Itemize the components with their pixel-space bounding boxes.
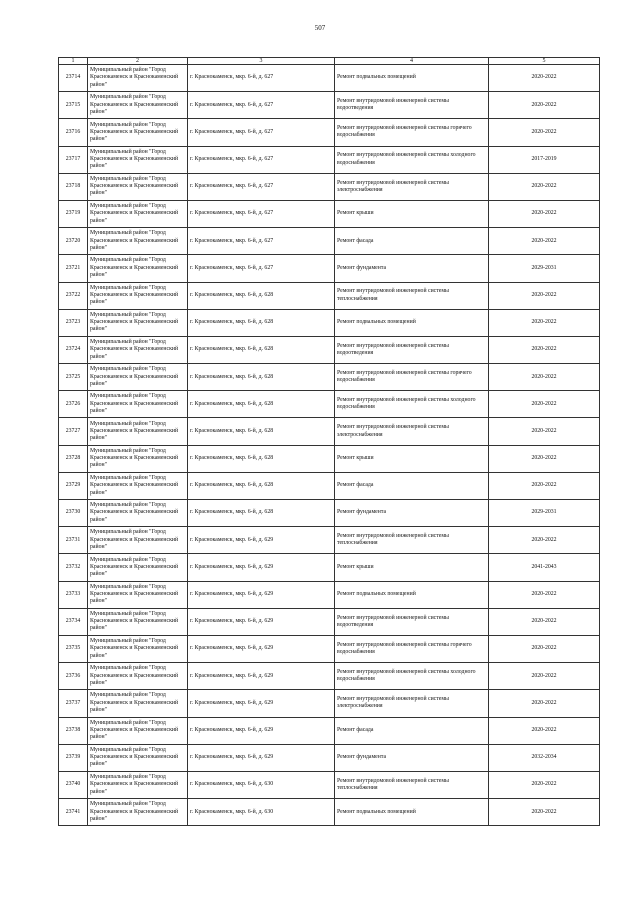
address-cell: г. Краснокаменск, мкр. 6-й, д. 629	[188, 554, 335, 581]
work-type-cell: Ремонт внутридомовой инженерной системы холодного водоснабжения	[335, 663, 489, 690]
address-cell: г. Краснокаменск, мкр. 6-й, д. 628	[188, 391, 335, 418]
municipality-cell: Муниципальный район "Город Краснокаменск и Краснокаменский район"	[88, 65, 188, 92]
period-cell: 2020-2022	[489, 527, 600, 554]
page-number: 507	[314, 24, 326, 32]
table-row	[59, 799, 600, 826]
address-cell: г. Краснокаменск, мкр. 6-й, д. 628	[188, 336, 335, 363]
work-type-cell: Ремонт подвальных помещений	[335, 65, 489, 92]
period-cell: 2020-2022	[489, 445, 600, 472]
row-number-cell: 23729	[59, 472, 88, 499]
address-cell: г. Краснокаменск, мкр. 6-й, д. 629	[188, 635, 335, 662]
municipality-cell: Муниципальный район "Город Краснокаменск и Краснокаменский район"	[88, 309, 188, 336]
municipality-cell: Муниципальный район "Город Краснокаменск и Краснокаменский район"	[88, 717, 188, 744]
municipality-cell: Муниципальный район "Город Краснокаменск и Краснокаменский район"	[88, 445, 188, 472]
municipality-cell: Муниципальный район "Город Краснокаменск и Краснокаменский район"	[88, 119, 188, 146]
period-cell: 2029-2031	[489, 500, 600, 527]
period-cell: 2020-2022	[489, 717, 600, 744]
row-number-cell: 23716	[59, 119, 88, 146]
municipality-cell: Муниципальный район "Город Краснокаменск и Краснокаменский район"	[88, 500, 188, 527]
address-cell: г. Краснокаменск, мкр. 6-й, д. 629	[188, 744, 335, 771]
work-type-cell: Ремонт внутридомовой инженерной системы холодного водоснабжения	[335, 146, 489, 173]
address-cell: г. Краснокаменск, мкр. 6-й, д. 629	[188, 717, 335, 744]
row-number-cell: 23722	[59, 282, 88, 309]
municipality-cell: Муниципальный район "Город Краснокаменск и Краснокаменский район"	[88, 92, 188, 119]
row-number-cell: 23717	[59, 146, 88, 173]
municipality-cell: Муниципальный район "Город Краснокаменск и Краснокаменский район"	[88, 391, 188, 418]
row-number-cell: 23728	[59, 445, 88, 472]
table-row	[59, 364, 600, 391]
municipality-cell: Муниципальный район "Город Краснокаменск и Краснокаменский район"	[88, 527, 188, 554]
address-cell: г. Краснокаменск, мкр. 6-й, д. 628	[188, 282, 335, 309]
municipality-cell: Муниципальный район "Город Краснокаменск и Краснокаменский район"	[88, 635, 188, 662]
municipality-cell: Муниципальный район "Город Краснокаменск и Краснокаменский район"	[88, 336, 188, 363]
municipality-cell: Муниципальный район "Город Краснокаменск и Краснокаменский район"	[88, 771, 188, 798]
period-cell: 2020-2022	[489, 418, 600, 445]
work-type-cell: Ремонт внутридомовой инженерной системы электроснабжения	[335, 690, 489, 717]
municipality-cell: Муниципальный район "Город Краснокаменск и Краснокаменский район"	[88, 472, 188, 499]
period-cell: 2020-2022	[489, 173, 600, 200]
period-cell: 2020-2022	[489, 771, 600, 798]
address-cell: г. Краснокаменск, мкр. 6-й, д. 627	[188, 255, 335, 282]
work-type-cell: Ремонт фасада	[335, 228, 489, 255]
table-row	[59, 173, 600, 200]
period-cell: 2032-2034	[489, 744, 600, 771]
address-cell: г. Краснокаменск, мкр. 6-й, д. 628	[188, 500, 335, 527]
work-type-cell: Ремонт внутридомовой инженерной системы холодного водоснабжения	[335, 391, 489, 418]
column-header: 5	[489, 58, 600, 65]
municipality-cell: Муниципальный район "Город Краснокаменск и Краснокаменский район"	[88, 364, 188, 391]
column-number-row	[59, 58, 600, 65]
table-row	[59, 255, 600, 282]
table-row	[59, 391, 600, 418]
work-type-cell: Ремонт внутридомовой инженерной системы горячего водоснабжения	[335, 364, 489, 391]
address-cell: г. Краснокаменск, мкр. 6-й, д. 627	[188, 173, 335, 200]
work-type-cell: Ремонт внутридомовой инженерной системы горячего водоснабжения	[335, 119, 489, 146]
row-number-cell: 23734	[59, 608, 88, 635]
address-cell: г. Краснокаменск, мкр. 6-й, д. 627	[188, 200, 335, 227]
column-header: 1	[59, 58, 88, 65]
row-number-cell: 23739	[59, 744, 88, 771]
period-cell: 2020-2022	[489, 690, 600, 717]
period-cell: 2020-2022	[489, 282, 600, 309]
period-cell: 2020-2022	[489, 635, 600, 662]
table-row	[59, 336, 600, 363]
table-row	[59, 146, 600, 173]
row-number-cell: 23737	[59, 690, 88, 717]
work-type-cell: Ремонт внутридомовой инженерной системы теплоснабжения	[335, 527, 489, 554]
row-number-cell: 23723	[59, 309, 88, 336]
row-number-cell: 23718	[59, 173, 88, 200]
address-cell: г. Краснокаменск, мкр. 6-й, д. 627	[188, 92, 335, 119]
work-type-cell: Ремонт фундамента	[335, 255, 489, 282]
work-type-cell: Ремонт внутридомовой инженерной системы теплоснабжения	[335, 282, 489, 309]
municipality-cell: Муниципальный район "Город Краснокаменск и Краснокаменский район"	[88, 418, 188, 445]
row-number-cell: 23740	[59, 771, 88, 798]
work-type-cell: Ремонт фасада	[335, 717, 489, 744]
table-row	[59, 608, 600, 635]
period-cell: 2029-2031	[489, 255, 600, 282]
work-type-cell: Ремонт подвальных помещений	[335, 799, 489, 826]
row-number-cell: 23730	[59, 500, 88, 527]
work-type-cell: Ремонт внутридомовой инженерной системы водоотведения	[335, 608, 489, 635]
address-cell: г. Краснокаменск, мкр. 6-й, д. 628	[188, 418, 335, 445]
address-cell: г. Краснокаменск, мкр. 6-й, д. 627	[188, 119, 335, 146]
table-row	[59, 500, 600, 527]
work-type-cell: Ремонт подвальных помещений	[335, 581, 489, 608]
table-row	[59, 92, 600, 119]
table-row	[59, 119, 600, 146]
row-number-cell: 23725	[59, 364, 88, 391]
address-cell: г. Краснокаменск, мкр. 6-й, д. 629	[188, 690, 335, 717]
work-type-cell: Ремонт внутридомовой инженерной системы водоотведения	[335, 92, 489, 119]
municipality-cell: Муниципальный район "Город Краснокаменск и Краснокаменский район"	[88, 663, 188, 690]
work-type-cell: Ремонт внутридомовой инженерной системы электроснабжения	[335, 418, 489, 445]
row-number-cell: 23726	[59, 391, 88, 418]
address-cell: г. Краснокаменск, мкр. 6-й, д. 628	[188, 472, 335, 499]
work-type-cell: Ремонт фасада	[335, 472, 489, 499]
period-cell: 2020-2022	[489, 200, 600, 227]
address-cell: г. Краснокаменск, мкр. 6-й, д. 629	[188, 527, 335, 554]
work-type-cell: Ремонт фундамента	[335, 500, 489, 527]
period-cell: 2020-2022	[489, 92, 600, 119]
period-cell: 2020-2022	[489, 663, 600, 690]
table-row	[59, 744, 600, 771]
address-cell: г. Краснокаменск, мкр. 6-й, д. 629	[188, 581, 335, 608]
row-number-cell: 23738	[59, 717, 88, 744]
address-cell: г. Краснокаменск, мкр. 6-й, д. 630	[188, 799, 335, 826]
table-row	[59, 663, 600, 690]
period-cell: 2020-2022	[489, 65, 600, 92]
address-cell: г. Краснокаменск, мкр. 6-й, д. 627	[188, 65, 335, 92]
address-cell: г. Краснокаменск, мкр. 6-й, д. 627	[188, 146, 335, 173]
table-row	[59, 635, 600, 662]
repair-schedule-table	[58, 57, 600, 826]
table-row	[59, 200, 600, 227]
work-type-cell: Ремонт внутридомовой инженерной системы электроснабжения	[335, 173, 489, 200]
table-row	[59, 771, 600, 798]
period-cell: 2041-2043	[489, 554, 600, 581]
municipality-cell: Муниципальный район "Город Краснокаменск и Краснокаменский район"	[88, 200, 188, 227]
table-row	[59, 581, 600, 608]
table-row	[59, 554, 600, 581]
address-cell: г. Краснокаменск, мкр. 6-й, д. 628	[188, 309, 335, 336]
table-body	[59, 65, 600, 826]
work-type-cell: Ремонт фундамента	[335, 744, 489, 771]
table-row	[59, 65, 600, 92]
period-cell: 2020-2022	[489, 309, 600, 336]
municipality-cell: Муниципальный район "Город Краснокаменск и Краснокаменский район"	[88, 282, 188, 309]
work-type-cell: Ремонт подвальных помещений	[335, 309, 489, 336]
work-type-cell: Ремонт крыши	[335, 200, 489, 227]
address-cell: г. Краснокаменск, мкр. 6-й, д. 628	[188, 364, 335, 391]
table-row	[59, 228, 600, 255]
table-row	[59, 717, 600, 744]
address-cell: г. Краснокаменск, мкр. 6-й, д. 629	[188, 608, 335, 635]
row-number-cell: 23732	[59, 554, 88, 581]
municipality-cell: Муниципальный район "Город Краснокаменск и Краснокаменский район"	[88, 173, 188, 200]
table-row	[59, 690, 600, 717]
work-type-cell: Ремонт крыши	[335, 554, 489, 581]
municipality-cell: Муниципальный район "Город Краснокаменск и Краснокаменский район"	[88, 255, 188, 282]
table-row	[59, 445, 600, 472]
work-type-cell: Ремонт внутридомовой инженерной системы горячего водоснабжения	[335, 635, 489, 662]
row-number-cell: 23720	[59, 228, 88, 255]
table-row	[59, 309, 600, 336]
row-number-cell: 23727	[59, 418, 88, 445]
period-cell: 2020-2022	[489, 364, 600, 391]
period-cell: 2020-2022	[489, 472, 600, 499]
municipality-cell: Муниципальный район "Город Краснокаменск и Краснокаменский район"	[88, 146, 188, 173]
address-cell: г. Краснокаменск, мкр. 6-й, д. 627	[188, 228, 335, 255]
table-row	[59, 418, 600, 445]
work-type-cell: Ремонт внутридомовой инженерной системы теплоснабжения	[335, 771, 489, 798]
row-number-cell: 23736	[59, 663, 88, 690]
row-number-cell: 23735	[59, 635, 88, 662]
period-cell: 2020-2022	[489, 391, 600, 418]
row-number-cell: 23733	[59, 581, 88, 608]
table-row	[59, 527, 600, 554]
row-number-cell: 23724	[59, 336, 88, 363]
column-header: 3	[188, 58, 335, 65]
period-cell: 2020-2022	[489, 608, 600, 635]
period-cell: 2017-2019	[489, 146, 600, 173]
column-header: 2	[88, 58, 188, 65]
row-number-cell: 23715	[59, 92, 88, 119]
municipality-cell: Муниципальный район "Город Краснокаменск и Краснокаменский район"	[88, 554, 188, 581]
municipality-cell: Муниципальный район "Город Краснокаменск и Краснокаменский район"	[88, 228, 188, 255]
row-number-cell: 23721	[59, 255, 88, 282]
municipality-cell: Муниципальный район "Город Краснокаменск и Краснокаменский район"	[88, 608, 188, 635]
municipality-cell: Муниципальный район "Город Краснокаменск и Краснокаменский район"	[88, 690, 188, 717]
period-cell: 2020-2022	[489, 336, 600, 363]
address-cell: г. Краснокаменск, мкр. 6-й, д. 628	[188, 445, 335, 472]
work-type-cell: Ремонт крыши	[335, 445, 489, 472]
period-cell: 2020-2022	[489, 119, 600, 146]
municipality-cell: Муниципальный район "Город Краснокаменск и Краснокаменский район"	[88, 799, 188, 826]
period-cell: 2020-2022	[489, 581, 600, 608]
address-cell: г. Краснокаменск, мкр. 6-й, д. 629	[188, 663, 335, 690]
work-type-cell: Ремонт внутридомовой инженерной системы водоотведения	[335, 336, 489, 363]
municipality-cell: Муниципальный район "Город Краснокаменск и Краснокаменский район"	[88, 581, 188, 608]
table-row	[59, 282, 600, 309]
row-number-cell: 23719	[59, 200, 88, 227]
period-cell: 2020-2022	[489, 228, 600, 255]
row-number-cell: 23741	[59, 799, 88, 826]
municipality-cell: Муниципальный район "Город Краснокаменск и Краснокаменский район"	[88, 744, 188, 771]
column-header: 4	[335, 58, 489, 65]
row-number-cell: 23714	[59, 65, 88, 92]
table-row	[59, 472, 600, 499]
row-number-cell: 23731	[59, 527, 88, 554]
address-cell: г. Краснокаменск, мкр. 6-й, д. 630	[188, 771, 335, 798]
period-cell: 2020-2022	[489, 799, 600, 826]
